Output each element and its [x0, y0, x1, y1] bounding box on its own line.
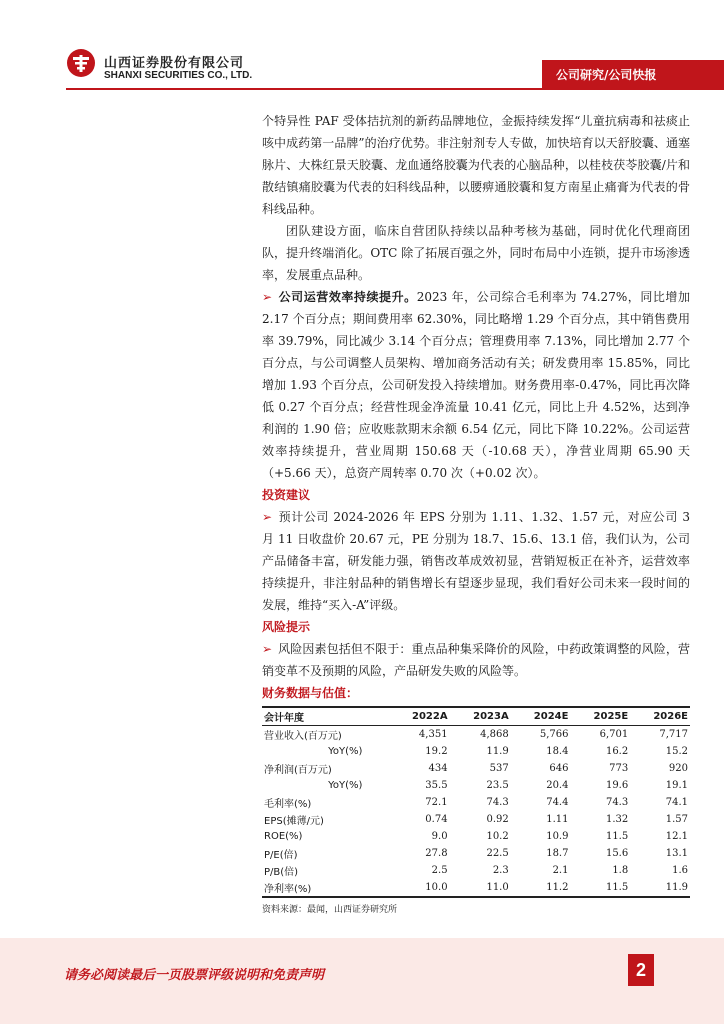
table-source: 资料来源：最闻，山西证券研究所: [262, 905, 398, 915]
column-header: 会计年度: [262, 707, 388, 726]
table-cell: 11.5: [605, 831, 629, 842]
table-cell: 1.11: [546, 814, 569, 825]
bullet-efficiency: [262, 286, 690, 484]
table-cell: 1.57: [665, 814, 688, 825]
table-cell: 15.6: [605, 848, 629, 859]
column-header: 2022A: [388, 707, 449, 726]
table-cell: 13.1: [665, 848, 688, 859]
paragraph-products: 个特异性 PAF 受体拮抗剂的新药品牌地位，金振持续发挥“儿童抗病毒和祛痰止咳中成药第一品牌”的治疗优势。非注射剂专人专做，加快培育以天舒胶囊、通塞脉片、大株红景天胶囊、龙血通络胶囊为代表的心脑品种，以桂枝茯苓胶囊/片和散结镇痛胶囊为代表的妇科线品种，以腰痹通胶囊和复方南星止痛膏为代表的骨科线品种。: [262, 114, 690, 216]
table-cell: 27.8: [425, 848, 448, 859]
table-cell: 74.3: [486, 797, 509, 808]
table-row: [262, 862, 690, 879]
column-header: 2024E: [511, 707, 571, 726]
table-cell: 646: [549, 763, 569, 774]
table-cell: 773: [609, 763, 629, 774]
table-cell: 15.2: [665, 746, 688, 757]
bullet-risk: [262, 638, 690, 682]
page-number: 2: [628, 954, 654, 986]
table-cell: 9.0: [431, 831, 448, 842]
table-cell: 5,766: [539, 729, 569, 740]
table-cell: 10.9: [546, 831, 569, 842]
table-cell: 4,868: [480, 729, 509, 740]
row-label: YoY(%): [328, 780, 363, 791]
table-cell: 16.2: [605, 746, 629, 757]
row-label: ROE(%): [264, 831, 303, 842]
row-label: 净利率(%): [262, 879, 388, 897]
arrow-bullet-icon: ➢: [262, 642, 273, 656]
table-row: [262, 777, 690, 794]
table-cell: 74.1: [665, 797, 688, 808]
column-header: 2026E: [630, 707, 690, 726]
table-cell: 434: [428, 763, 448, 774]
table-cell: 74.4: [546, 797, 569, 808]
table-row: [262, 845, 690, 862]
table-row: [262, 743, 690, 760]
row-label: 营业收入(百万元): [264, 731, 342, 742]
table-cell: 11.9: [630, 879, 690, 897]
report-type-label: 公司研究/公司快报: [556, 68, 657, 82]
bullet-risk-text: 风险因素包括但不限于：重点品种集采降价的风险，中药政策调整的风险，营销变革不及预期的风险，产品研发失败的风险等。: [262, 642, 690, 678]
table-cell: 920: [668, 763, 688, 774]
table-cell: 11.9: [486, 746, 509, 757]
row-label: EPS(摊薄/元): [264, 816, 324, 827]
column-header: 2023A: [450, 707, 511, 726]
table-cell: 1.6: [672, 865, 688, 876]
table-cell: 10.2: [486, 831, 509, 842]
table-cell: 35.5: [425, 780, 448, 791]
table-header-row: [262, 707, 690, 726]
row-label: P/E(倍): [264, 850, 298, 861]
table-cell: 11.2: [511, 879, 571, 897]
table-cell: 19.6: [605, 780, 629, 791]
table-cell: 2.1: [552, 865, 569, 876]
table-cell: 10.0: [388, 879, 449, 897]
header-rule: [66, 88, 544, 90]
column-header: 2025E: [570, 707, 630, 726]
bullet-invest-text: 预计公司 2024-2026 年 EPS 分别为 1.11、1.32、1.57 元，对应公司 3 月 11 日收盘价 20.67 元，PE 分别为 18.7、15.6、13.1 倍，我们认为，公司产品储备丰富，研发能力强，销售改革成效初显，营销短板正在补齐，运营效率持续提升，非注射品种的销售增长有望逐步显现，我们看好公司未来一段时间的发展，维持“买入-A”评级。: [262, 510, 690, 612]
page-header: [0, 0, 724, 100]
report-type-tag: [542, 60, 724, 90]
paragraph-team: 团队建设方面，临床自营团队持续以品种考核为基础，同时优化代理商团队，提升终端消化。OTC 除了拓展百强之外，同时布局中小连锁，提升市场渗透率，发展重点品种。: [262, 224, 690, 282]
table-cell: 2.5: [431, 865, 448, 876]
table-cell: 537: [489, 763, 509, 774]
row-label: 毛利率(%): [264, 799, 312, 810]
section-risk-title: 风险提示: [262, 620, 311, 634]
table-cell: 0.92: [486, 814, 509, 825]
arrow-bullet-icon: ➢: [262, 290, 273, 304]
company-name-en: SHANXI SECURITIES CO., LTD.: [104, 70, 253, 81]
table-cell: 2.3: [492, 865, 509, 876]
main-content: [262, 110, 690, 915]
table-row: [262, 726, 690, 744]
row-label: 净利润(百万元): [264, 765, 332, 776]
table-cell: 20.4: [546, 780, 569, 791]
table-cell: 1.32: [605, 814, 629, 825]
row-label: YoY(%): [328, 746, 363, 757]
arrow-bullet-icon: ➢: [262, 510, 273, 524]
table-cell: 4,351: [418, 729, 448, 740]
table-row: [262, 828, 690, 845]
table-row: [262, 879, 690, 897]
table-cell: 1.8: [612, 865, 629, 876]
bullet-invest: [262, 506, 690, 616]
bullet-efficiency-text: 2023 年，公司综合毛利率为 74.27%，同比增加 2.17 个百分点；期间费用率 62.30%，同比略增 1.29 个百分点，其中销售费用率 39.79%，同比减少 3.14 个百分点；管理费用率 7.13%，同比增加 2.77 个百分点，与公司调整人员架构、增加商务活动有关；研发费用率 15.85%，同比增加 1.93 个百分点，公司研发投入持续增加。财务费用率-0.47%，同比再次降低 0.27 个百分点；经营性现金净流量 10.41 亿元，同比上升 4.52%，达到净利润的 1.90 倍；应收账款期末余额 6.54 亿元，同比下降 10.22%。公司运营效率持续提升，营业周期 150.68 天（-10.68 天），净营业周期 65.90 天（+5.66 天），总资产周转率 0.70 次（+0.02 次）。: [262, 290, 690, 480]
table-cell: 18.7: [546, 848, 569, 859]
financial-table: [262, 706, 690, 898]
table-cell: 12.1: [665, 831, 688, 842]
table-cell: 72.1: [425, 797, 448, 808]
disclaimer-link[interactable]: 请务必阅读最后一页股票评级说明和免责声明: [64, 968, 325, 983]
table-cell: 23.5: [486, 780, 509, 791]
table-row: [262, 760, 690, 777]
table-cell: 6,701: [599, 729, 629, 740]
row-label: P/B(倍): [264, 867, 299, 878]
bullet-efficiency-head: 公司运营效率持续提升。: [278, 290, 417, 304]
section-invest-title: 投资建议: [262, 488, 311, 502]
table-cell: 19.2: [425, 746, 448, 757]
page-footer: [0, 938, 724, 1024]
section-financial-title: 财务数据与估值：: [262, 686, 359, 700]
table-cell: 11.0: [450, 879, 511, 897]
company-logo-icon: [66, 48, 96, 78]
table-cell: 18.4: [546, 746, 569, 757]
table-row: [262, 811, 690, 828]
table-cell: 19.1: [665, 780, 688, 791]
table-cell: 7,717: [659, 729, 688, 740]
table-cell: 11.5: [570, 879, 630, 897]
table-cell: 74.3: [605, 797, 629, 808]
company-name-cn: 山西证券股份有限公司: [104, 56, 245, 71]
table-cell: 0.74: [425, 814, 448, 825]
table-cell: 22.5: [486, 848, 509, 859]
table-row: [262, 794, 690, 811]
